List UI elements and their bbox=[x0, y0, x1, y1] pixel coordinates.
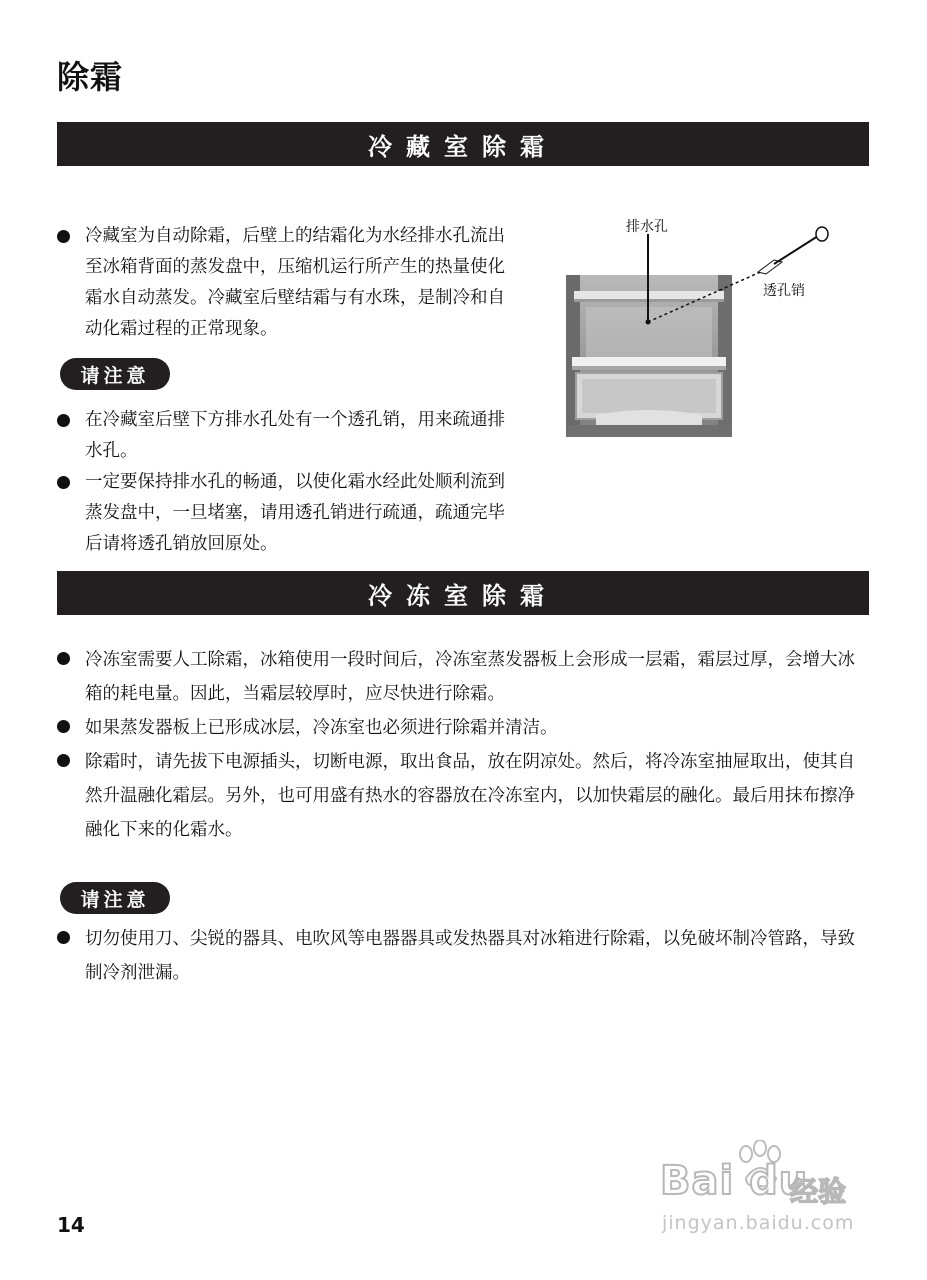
baidu-watermark bbox=[660, 1140, 880, 1250]
fridge-note-badge: 请注意 bbox=[60, 358, 170, 390]
fridge-section-header: 冷藏室除霜 bbox=[57, 122, 869, 166]
pin-label: 透孔销 bbox=[763, 283, 805, 299]
freezer-note-badge: 请注意 bbox=[60, 882, 170, 914]
drain-hole-label: 排水孔 bbox=[626, 219, 668, 235]
list-item: 如果蒸发器板上已形成冰层，冷冻室也必须进行除霜并清洁。 bbox=[57, 711, 869, 745]
page-title: 除霜 bbox=[57, 58, 124, 96]
watermark-brand: Bai du bbox=[660, 1158, 809, 1204]
fridge-bullet-list bbox=[57, 221, 519, 345]
list-item: 除霜时，请先拔下电源插头，切断电源，取出食品，放在阴凉处。然后，将冷冻室抽屉取出，使其自然升温融化霜层。另外，也可用盛有热水的容器放在冷冻室内，以加快霜层的融化。最后用抹布擦净融化下来的化霜水。 bbox=[57, 745, 869, 847]
watermark-url: jingyan.baidu.com bbox=[662, 1212, 855, 1234]
freezer-note-list bbox=[57, 922, 869, 990]
freezer-section-header: 冷冻室除霜 bbox=[57, 571, 869, 615]
list-item: 冷冻室需要人工除霜，冰箱使用一段时间后，冷冻室蒸发器板上会形成一层霜，霜层过厚，会增大冰箱的耗电量。因此，当霜层较厚时，应尽快进行除霜。 bbox=[57, 643, 869, 711]
drain-hole-figure bbox=[560, 210, 850, 450]
list-item: 在冷藏室后壁下方排水孔处有一个透孔销，用来疏通排水孔。 bbox=[57, 405, 519, 467]
watermark-brand-cn: 经验 bbox=[790, 1175, 847, 1208]
fridge-note-list bbox=[57, 405, 519, 560]
list-item: 一定要保持排水孔的畅通，以使化霜水经此处顺利流到蒸发盘中，一旦堵塞，请用透孔销进行疏通，疏通完毕后请将透孔销放回原处。 bbox=[57, 467, 519, 560]
figure-callouts bbox=[560, 210, 850, 450]
freezer-bullet-list bbox=[57, 643, 869, 847]
page-number: 14 bbox=[57, 1213, 85, 1237]
list-item: 冷藏室为自动除霜，后壁上的结霜化为水经排水孔流出至冰箱背面的蒸发盘中，压缩机运行所产生的热量使化霜水自动蒸发。冷藏室后壁结霜与有水珠，是制冷和自动化霜过程的正常现象。 bbox=[57, 221, 519, 345]
list-item: 切勿使用刀、尖锐的器具、电吹风等电器器具或发热器具对冰箱进行除霜，以免破坏制冷管路，导致制冷剂泄漏。 bbox=[57, 922, 869, 990]
